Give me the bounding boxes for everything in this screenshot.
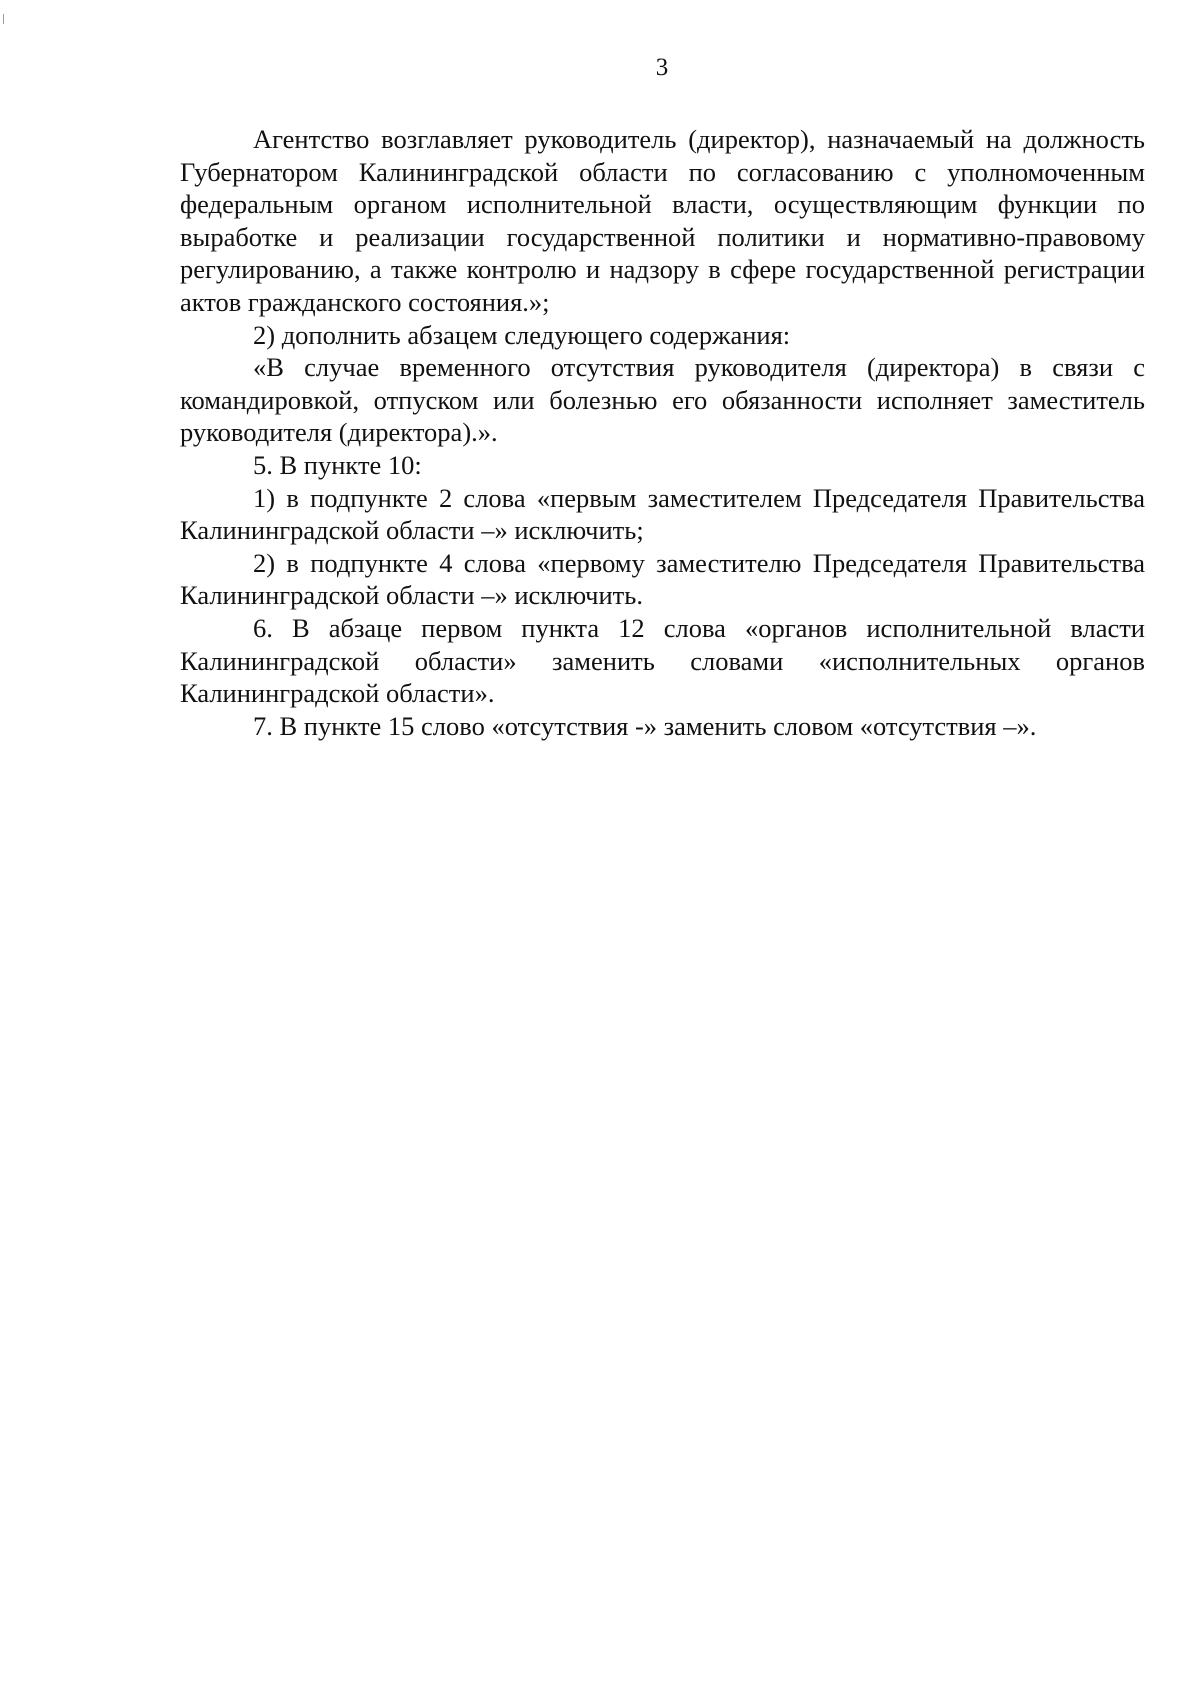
page-number: 3 xyxy=(655,54,669,81)
document-body xyxy=(180,123,1145,742)
paragraph-add-clause: 2) дополнить абзацем следующего содержания: xyxy=(253,319,791,350)
paragraph-item-5-1: 1) в подпункте 2 слова «первым заместителем Председателя Правительства Калининградской области –» исключить; xyxy=(180,482,1145,546)
paragraph-item-6: 6. В абзаце первом пункта 12 слова «органов исполнительной власти Калининградской области» заменить словами «исполнительных органов Калининградской области». xyxy=(180,612,1145,709)
paragraph-item-5: 5. В пункте 10: xyxy=(253,449,422,480)
paragraph-temporary-absence: «В случае временного отсутствия руководителя (директора) в связи с командировкой, отпуском или болезнью его обязанности исполняет заместитель руководителя (директора).». xyxy=(180,352,1145,448)
paragraph-item-5-2: 2) в подпункте 4 слова «первому заместителю Председателя Правительства Калининградской области –» исключить. xyxy=(180,547,1145,611)
paragraph-agency-head: Агентство возглавляет руководитель (директор), назначаемый на должность Губернатором Калининградской области по согласованию с уполномоченным федеральным органом исполнительной власти, осуществляющим функции по выработке и реализации государственной политики и нормативно-правовому регулированию, а также контролю и надзору в сфере государственной регистрации актов гражданского состояния.»; xyxy=(180,124,1145,317)
scan-edge-mark xyxy=(3,14,4,24)
paragraph-item-7: 7. В пункте 15 слово «отсутствия -» заменить словом «отсутствия –». xyxy=(253,710,1037,741)
